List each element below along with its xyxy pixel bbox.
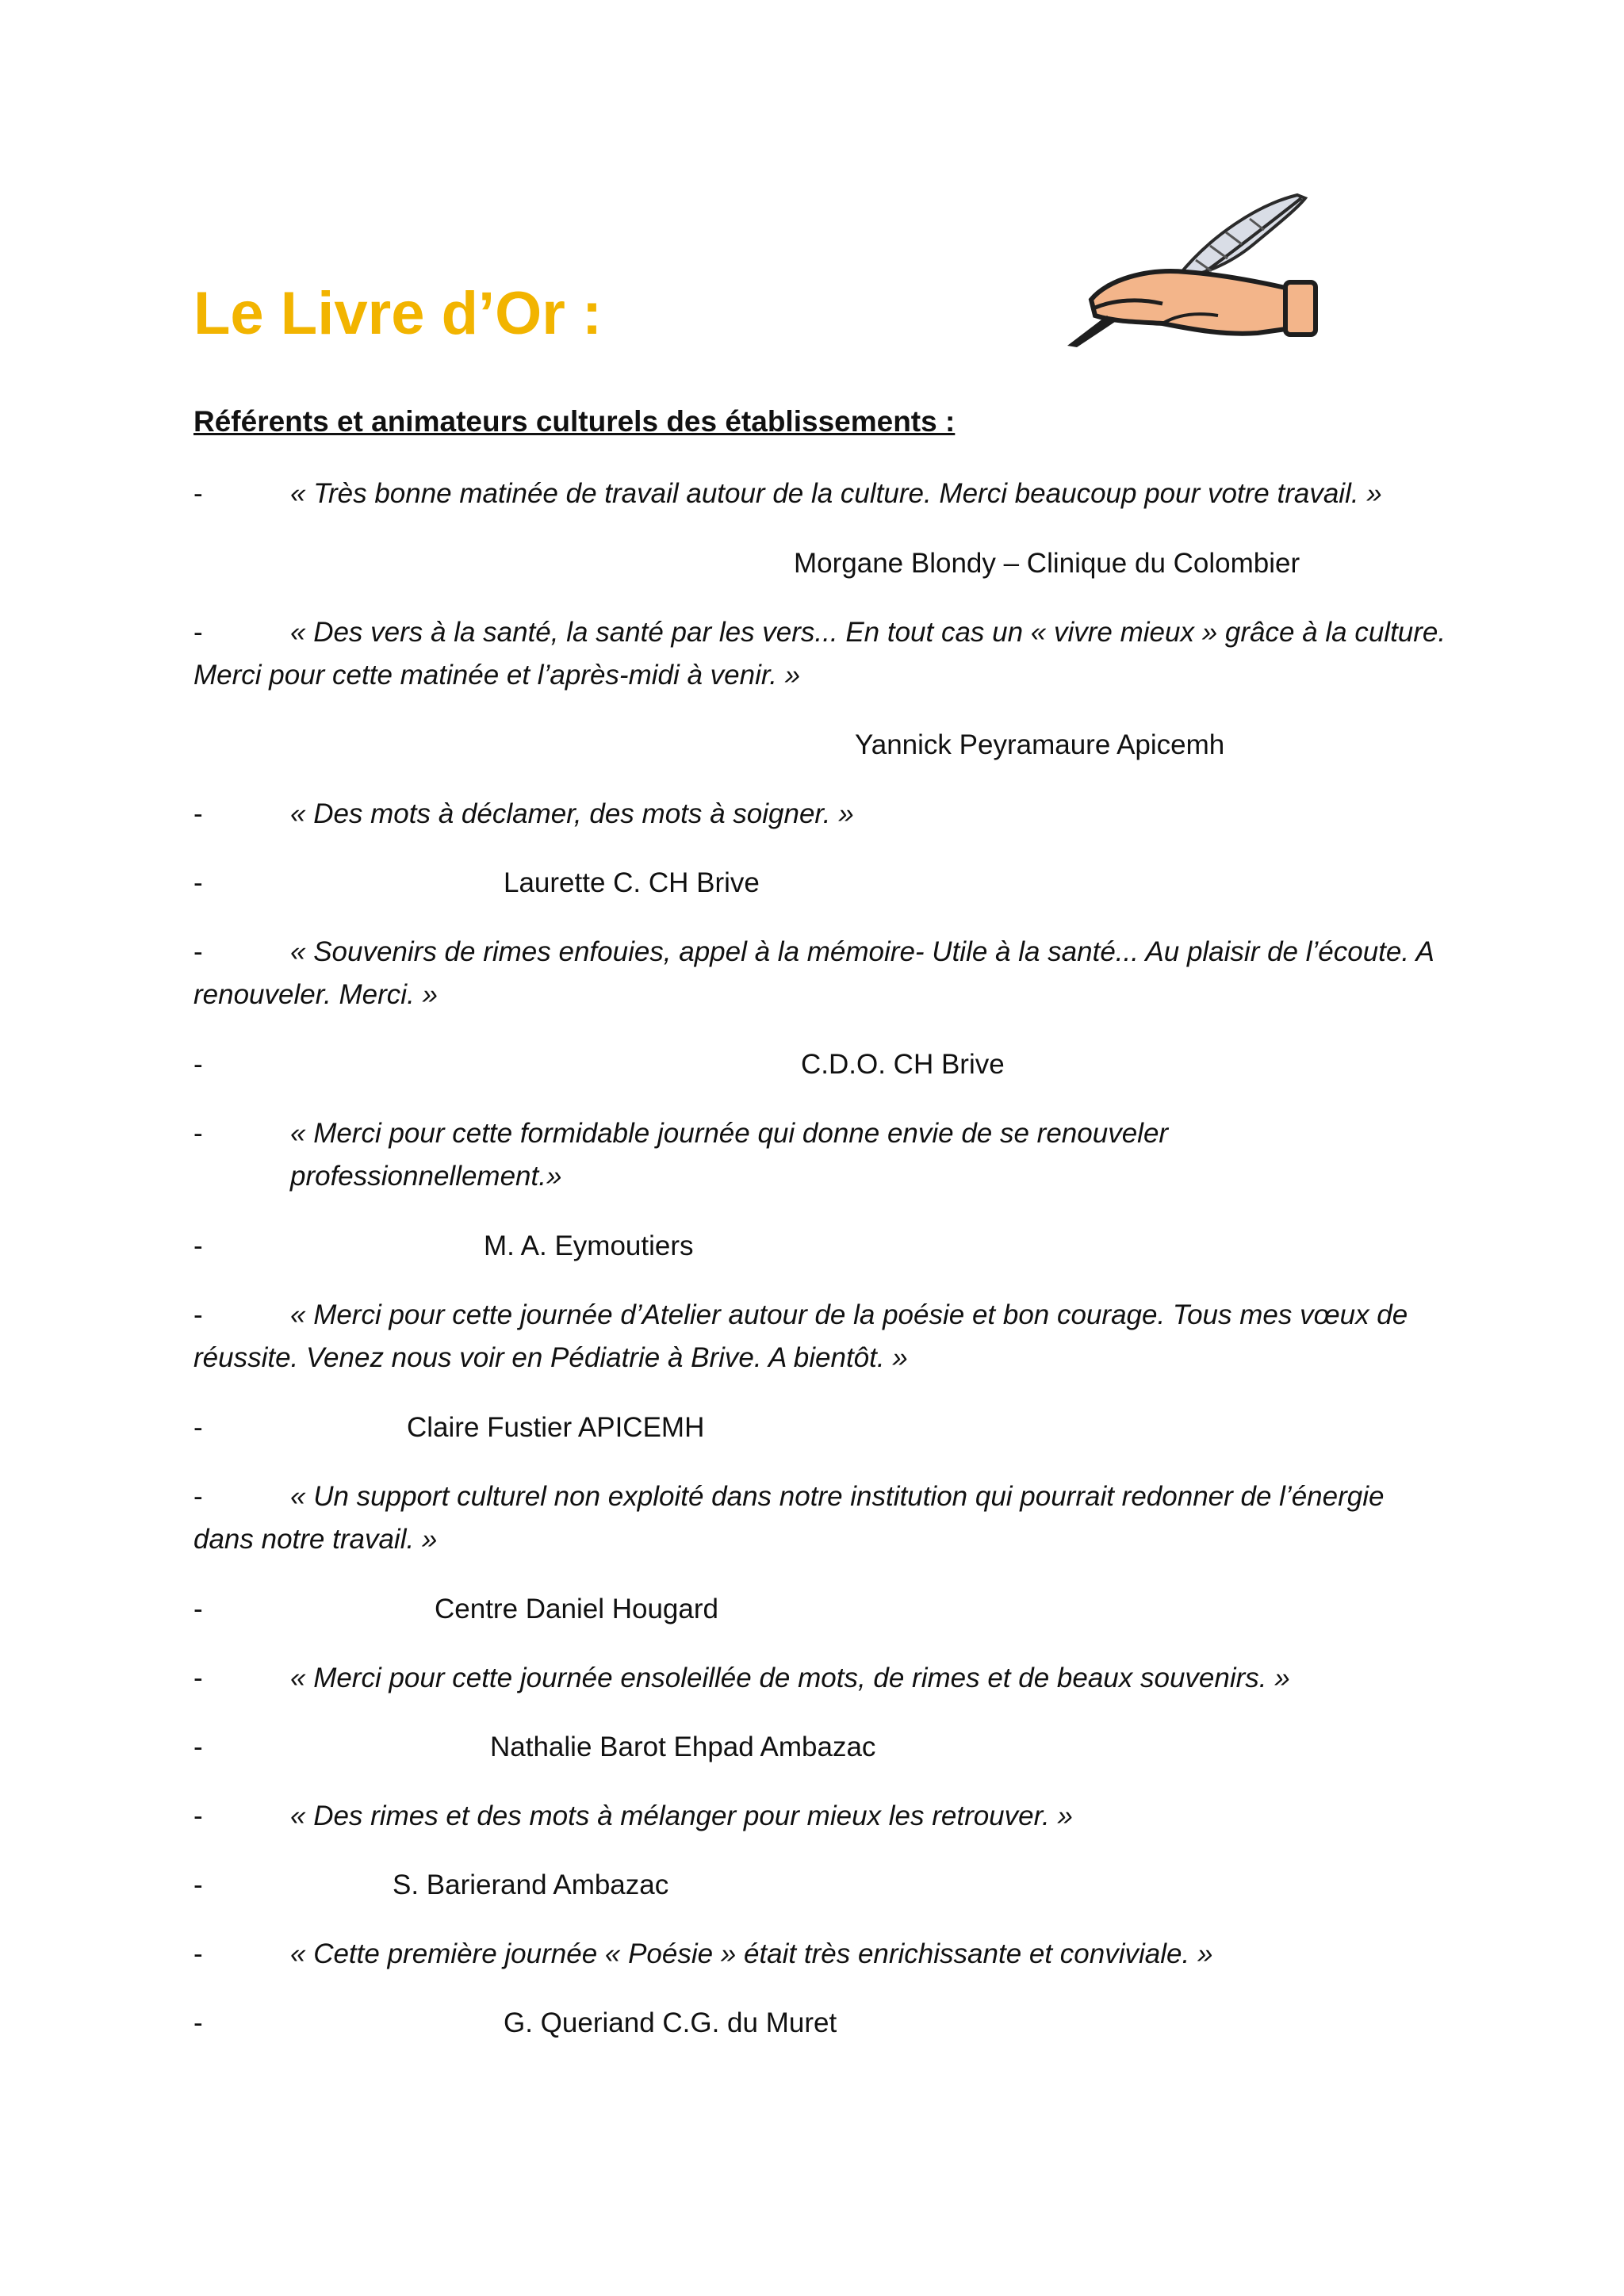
bullet-dash: - (193, 617, 203, 648)
page-title: Le Livre d’Or : (193, 280, 603, 347)
quote-text: « Merci pour cette journée d’Atelier autour de la poésie et bon courage. Tous mes vœux de (290, 1299, 1408, 1330)
section-heading: Référents et animateurs culturels des établissements : (193, 405, 956, 438)
bullet-dash: - (193, 478, 203, 509)
quote-text-continued: réussite. Venez nous voir en Pédiatrie à Brive. A bientôt. » (193, 1342, 908, 1373)
bullet-dash: - (193, 1663, 203, 1693)
quote-text: « Cette première journée « Poésie » était très enrichissante et conviviale. » (290, 1938, 1213, 1969)
bullet-dash: - (193, 1800, 203, 1831)
author-attribution: G. Queriand C.G. du Muret (504, 2007, 837, 2038)
quote-text: « Merci pour cette journée ensoleillée de mots, de rimes et de beaux souvenirs. » (290, 1663, 1290, 1693)
bullet-dash: - (193, 1869, 203, 1900)
bullet-dash: - (193, 867, 203, 898)
author-attribution: S. Barierand Ambazac (393, 1869, 669, 1900)
bullet-dash: - (193, 1938, 203, 1969)
bullet-dash: - (193, 936, 203, 967)
bullet-dash: - (193, 1732, 203, 1762)
bullet-dash: - (193, 1118, 203, 1149)
quill-hand-icon (1059, 189, 1321, 351)
bullet-dash: - (193, 1412, 203, 1443)
author-attribution: Morgane Blondy – Clinique du Colombier (794, 548, 1300, 579)
bullet-dash: - (193, 1230, 203, 1261)
quote-text: « Des rimes et des mots à mélanger pour mieux les retrouver. » (290, 1800, 1073, 1831)
bullet-dash: - (193, 1299, 203, 1330)
quote-text: « Souvenirs de rimes enfouies, appel à la mémoire- Utile à la santé... Au plaisir de l’écoute. A (290, 936, 1434, 967)
bullet-dash: - (193, 798, 203, 829)
quote-text-continued: renouveler. Merci. » (193, 979, 438, 1010)
quote-text: « Des vers à la santé, la santé par les vers... En tout cas un « vivre mieux » grâce à la culture. (290, 617, 1446, 648)
quote-text: « Très bonne matinée de travail autour de la culture. Merci beaucoup pour votre travail. » (290, 478, 1382, 509)
author-attribution: Claire Fustier APICEMH (407, 1412, 705, 1443)
bullet-dash: - (193, 1594, 203, 1624)
author-attribution: C.D.O. CH Brive (801, 1049, 1005, 1080)
quote-text: « Un support culturel non exploité dans notre institution qui pourrait redonner de l’énergie (290, 1481, 1385, 1512)
quote-text-continued: dans notre travail. » (193, 1524, 438, 1555)
author-attribution: Yannick Peyramaure Apicemh (855, 729, 1225, 760)
author-attribution: M. A. Eymoutiers (484, 1230, 694, 1261)
quote-text: « Merci pour cette formidable journée qui donne envie de se renouveler (290, 1118, 1169, 1149)
bullet-dash: - (193, 2007, 203, 2038)
quote-text-continued: Merci pour cette matinée et l’après-midi à venir. » (193, 660, 801, 691)
author-attribution: Centre Daniel Hougard (435, 1594, 718, 1624)
bullet-dash: - (193, 1481, 203, 1512)
quote-text: « Des mots à déclamer, des mots à soigner. » (290, 798, 854, 829)
bullet-dash: - (193, 1049, 203, 1080)
quote-text-continued: professionnellement.» (290, 1161, 562, 1192)
author-attribution: Laurette C. CH Brive (504, 867, 760, 898)
author-attribution: Nathalie Barot Ehpad Ambazac (490, 1732, 876, 1762)
